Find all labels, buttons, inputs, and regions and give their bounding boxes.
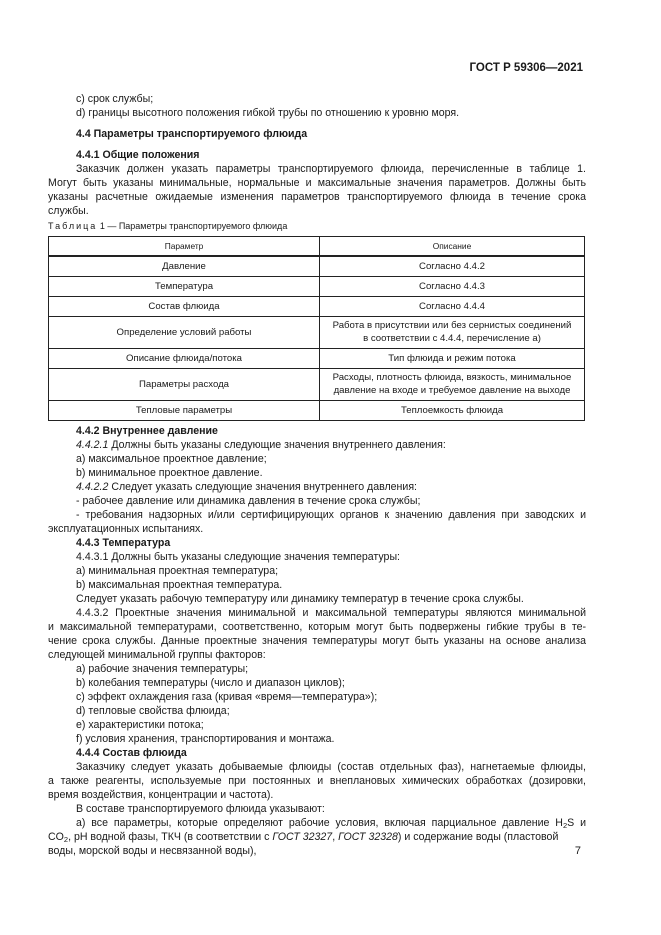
table-cell-line: Расходы, плотность флюида, вязкость, минимальное bbox=[332, 372, 572, 383]
paragraph-line: следующей минимальной группы факторов: bbox=[48, 649, 266, 661]
paragraph-line: В составе транспортируемого флюида указывают: bbox=[76, 803, 325, 815]
table-cell-parameter: Температура bbox=[49, 276, 320, 296]
text-run: S и bbox=[567, 817, 586, 829]
paragraph-line bbox=[76, 438, 586, 452]
list-item: e) характеристики потока; bbox=[76, 719, 204, 731]
table-cell-parameter: Состав флюида bbox=[49, 296, 320, 316]
list-item: c) эффект охлаждения газа (кривая «время—температура»); bbox=[76, 691, 378, 703]
list-item-continuation bbox=[48, 830, 558, 844]
text-run: , bbox=[332, 831, 339, 843]
subscript: 2 bbox=[63, 835, 69, 844]
list-item bbox=[76, 816, 586, 830]
list-item: b) колебания температуры (число и диапазон циклов); bbox=[76, 677, 345, 689]
paragraph-line: Следует указать рабочую температуру или динамику температур в течение срока службы. bbox=[76, 593, 524, 605]
section-4-4-2-title: 4.4.2 Внутреннее давление bbox=[76, 425, 218, 437]
paragraph-line: Могут быть указаны минимальные, нормальные и максимальные значения параметров. Должны быть bbox=[48, 177, 586, 189]
section-4-4-4-title: 4.4.4 Состав флюида bbox=[76, 747, 187, 759]
table-cell-line: в соответствии с 4.4.4, перечисление a) bbox=[363, 333, 541, 344]
paragraph-line: 4.4.3.1 Должны быть указаны следующие значения температуры: bbox=[76, 551, 400, 563]
table-row bbox=[49, 296, 585, 316]
table-cell-parameter: Тепловые параметры bbox=[49, 400, 320, 420]
list-item: - требования надзорных и/или сертифицирующих органов к значению давления при заводских и bbox=[76, 509, 586, 521]
column-header-description: Описание bbox=[320, 237, 585, 257]
paragraph-line: службы. bbox=[48, 205, 89, 217]
clause-number: 4.4.2.1 bbox=[76, 439, 109, 451]
list-item: a) рабочие значения температуры; bbox=[76, 663, 249, 675]
paragraph-line: Заказчику следует указать добываемые флюиды (состав отдельных фаз), нагнетаемые флюиды, bbox=[76, 761, 586, 773]
section-4-4-title: 4.4 Параметры транспортируемого флюида bbox=[76, 128, 308, 140]
paragraph-line: указаны расчетные ожидаемые изменения параметров транспортируемого флюида в течение срока bbox=[48, 191, 586, 203]
table-cell-description bbox=[320, 316, 585, 348]
list-item: - рабочее давление или динамика давления в течение срока службы; bbox=[76, 495, 421, 507]
clause-text: Должны быть указаны следующие значения внутреннего давления: bbox=[108, 439, 446, 451]
list-item-d: d) границы высотного положения гибкой трубы по отношению к уровню моря. bbox=[76, 107, 460, 119]
table-cell-description: Согласно 4.4.3 bbox=[320, 276, 585, 296]
paragraph-line: а также реагенты, используемые при постоянных и внеплановых химических обработках (дозировки, bbox=[48, 775, 586, 787]
table-cell-parameter: Параметры расхода bbox=[49, 368, 320, 400]
text-run: CO bbox=[48, 831, 64, 843]
table-row bbox=[49, 256, 585, 276]
list-item: a) минимальная проектная температура; bbox=[76, 565, 279, 577]
table-cell-line: давление на входе и требуемое давление на выходе bbox=[333, 385, 571, 396]
table-cell-parameter: Давление bbox=[49, 256, 320, 276]
page-number: 7 bbox=[574, 845, 581, 857]
section-4-4-3-title: 4.4.3 Температура bbox=[76, 537, 171, 549]
document-header-id: ГОСТ Р 59306—2021 bbox=[469, 62, 583, 74]
list-item: b) минимальное проектное давление. bbox=[76, 467, 263, 479]
list-item: f) условия хранения, транспортирования и монтажа. bbox=[76, 733, 335, 745]
list-item: a) максимальное проектное давление; bbox=[76, 453, 267, 465]
standard-reference: ГОСТ 32327 bbox=[272, 831, 333, 843]
table-cell-description: Согласно 4.4.2 bbox=[320, 256, 585, 276]
table-row bbox=[49, 368, 585, 400]
table-cell-parameter: Определение условий работы bbox=[49, 316, 320, 348]
clause-text: Следует указать следующие значения внутреннего давления: bbox=[108, 481, 418, 493]
table-header-row bbox=[49, 237, 585, 257]
text-run: ) и содержание воды (пластовой bbox=[397, 831, 559, 843]
paragraph-line: чение срока службы. Данные проектные значения температуры могут быть указаны на основе анализа bbox=[48, 635, 586, 647]
table-row bbox=[49, 276, 585, 296]
text-run: , pH водной фазы, ТКЧ (в соответствии с bbox=[68, 831, 273, 843]
table-row bbox=[49, 400, 585, 420]
paragraph-line: Заказчик должен указать параметры транспортируемого флюида, перечисленные в таблице 1. bbox=[76, 163, 586, 175]
subscript: 2 bbox=[562, 821, 568, 830]
section-4-4-1-title: 4.4.1 Общие положения bbox=[76, 149, 200, 161]
text-run: a) все параметры, которые определяют рабочие условия, включая парциальное давление H bbox=[76, 817, 563, 829]
table-row bbox=[49, 348, 585, 368]
list-item-c: c) срок службы; bbox=[76, 93, 154, 105]
table-cell-description: Тип флюида и режим потока bbox=[320, 348, 585, 368]
clause-number: 4.4.2.2 bbox=[76, 481, 109, 493]
paragraph-line: и максимальной температурами, соответственно, которым могут быть подвержены гибкие трубы в те- bbox=[48, 621, 586, 633]
table-caption-prefix: Таблица bbox=[48, 221, 98, 231]
table-cell-parameter: Описание флюида/потока bbox=[49, 348, 320, 368]
table-cell-line: Работа в присутствии или без сернистых соединений bbox=[332, 320, 572, 331]
table-cell-description: Согласно 4.4.4 bbox=[320, 296, 585, 316]
table-row bbox=[49, 316, 585, 348]
list-item: d) тепловые свойства флюида; bbox=[76, 705, 230, 717]
standard-reference: ГОСТ 32328 bbox=[338, 831, 398, 843]
table-caption-text: 1 — Параметры транспортируемого флюида bbox=[99, 221, 288, 231]
list-item-continuation: воды, морской воды и несвязанной воды), bbox=[48, 845, 257, 857]
table-cell-description bbox=[320, 368, 585, 400]
table-cell-description: Теплоемкость флюида bbox=[320, 400, 585, 420]
column-header-parameter: Параметр bbox=[49, 237, 320, 257]
parameters-table bbox=[48, 236, 585, 421]
list-item-continuation: эксплуатационных испытаниях. bbox=[48, 523, 204, 535]
paragraph-line: 4.4.3.2 Проектные значения минимальной и максимальной температуры являются минимальной bbox=[76, 607, 586, 619]
list-item: b) максимальная проектная температура. bbox=[76, 579, 283, 591]
table-caption bbox=[48, 221, 287, 231]
paragraph-line: время воздействия, концентрации и частота). bbox=[48, 789, 274, 801]
paragraph-line bbox=[76, 480, 586, 494]
